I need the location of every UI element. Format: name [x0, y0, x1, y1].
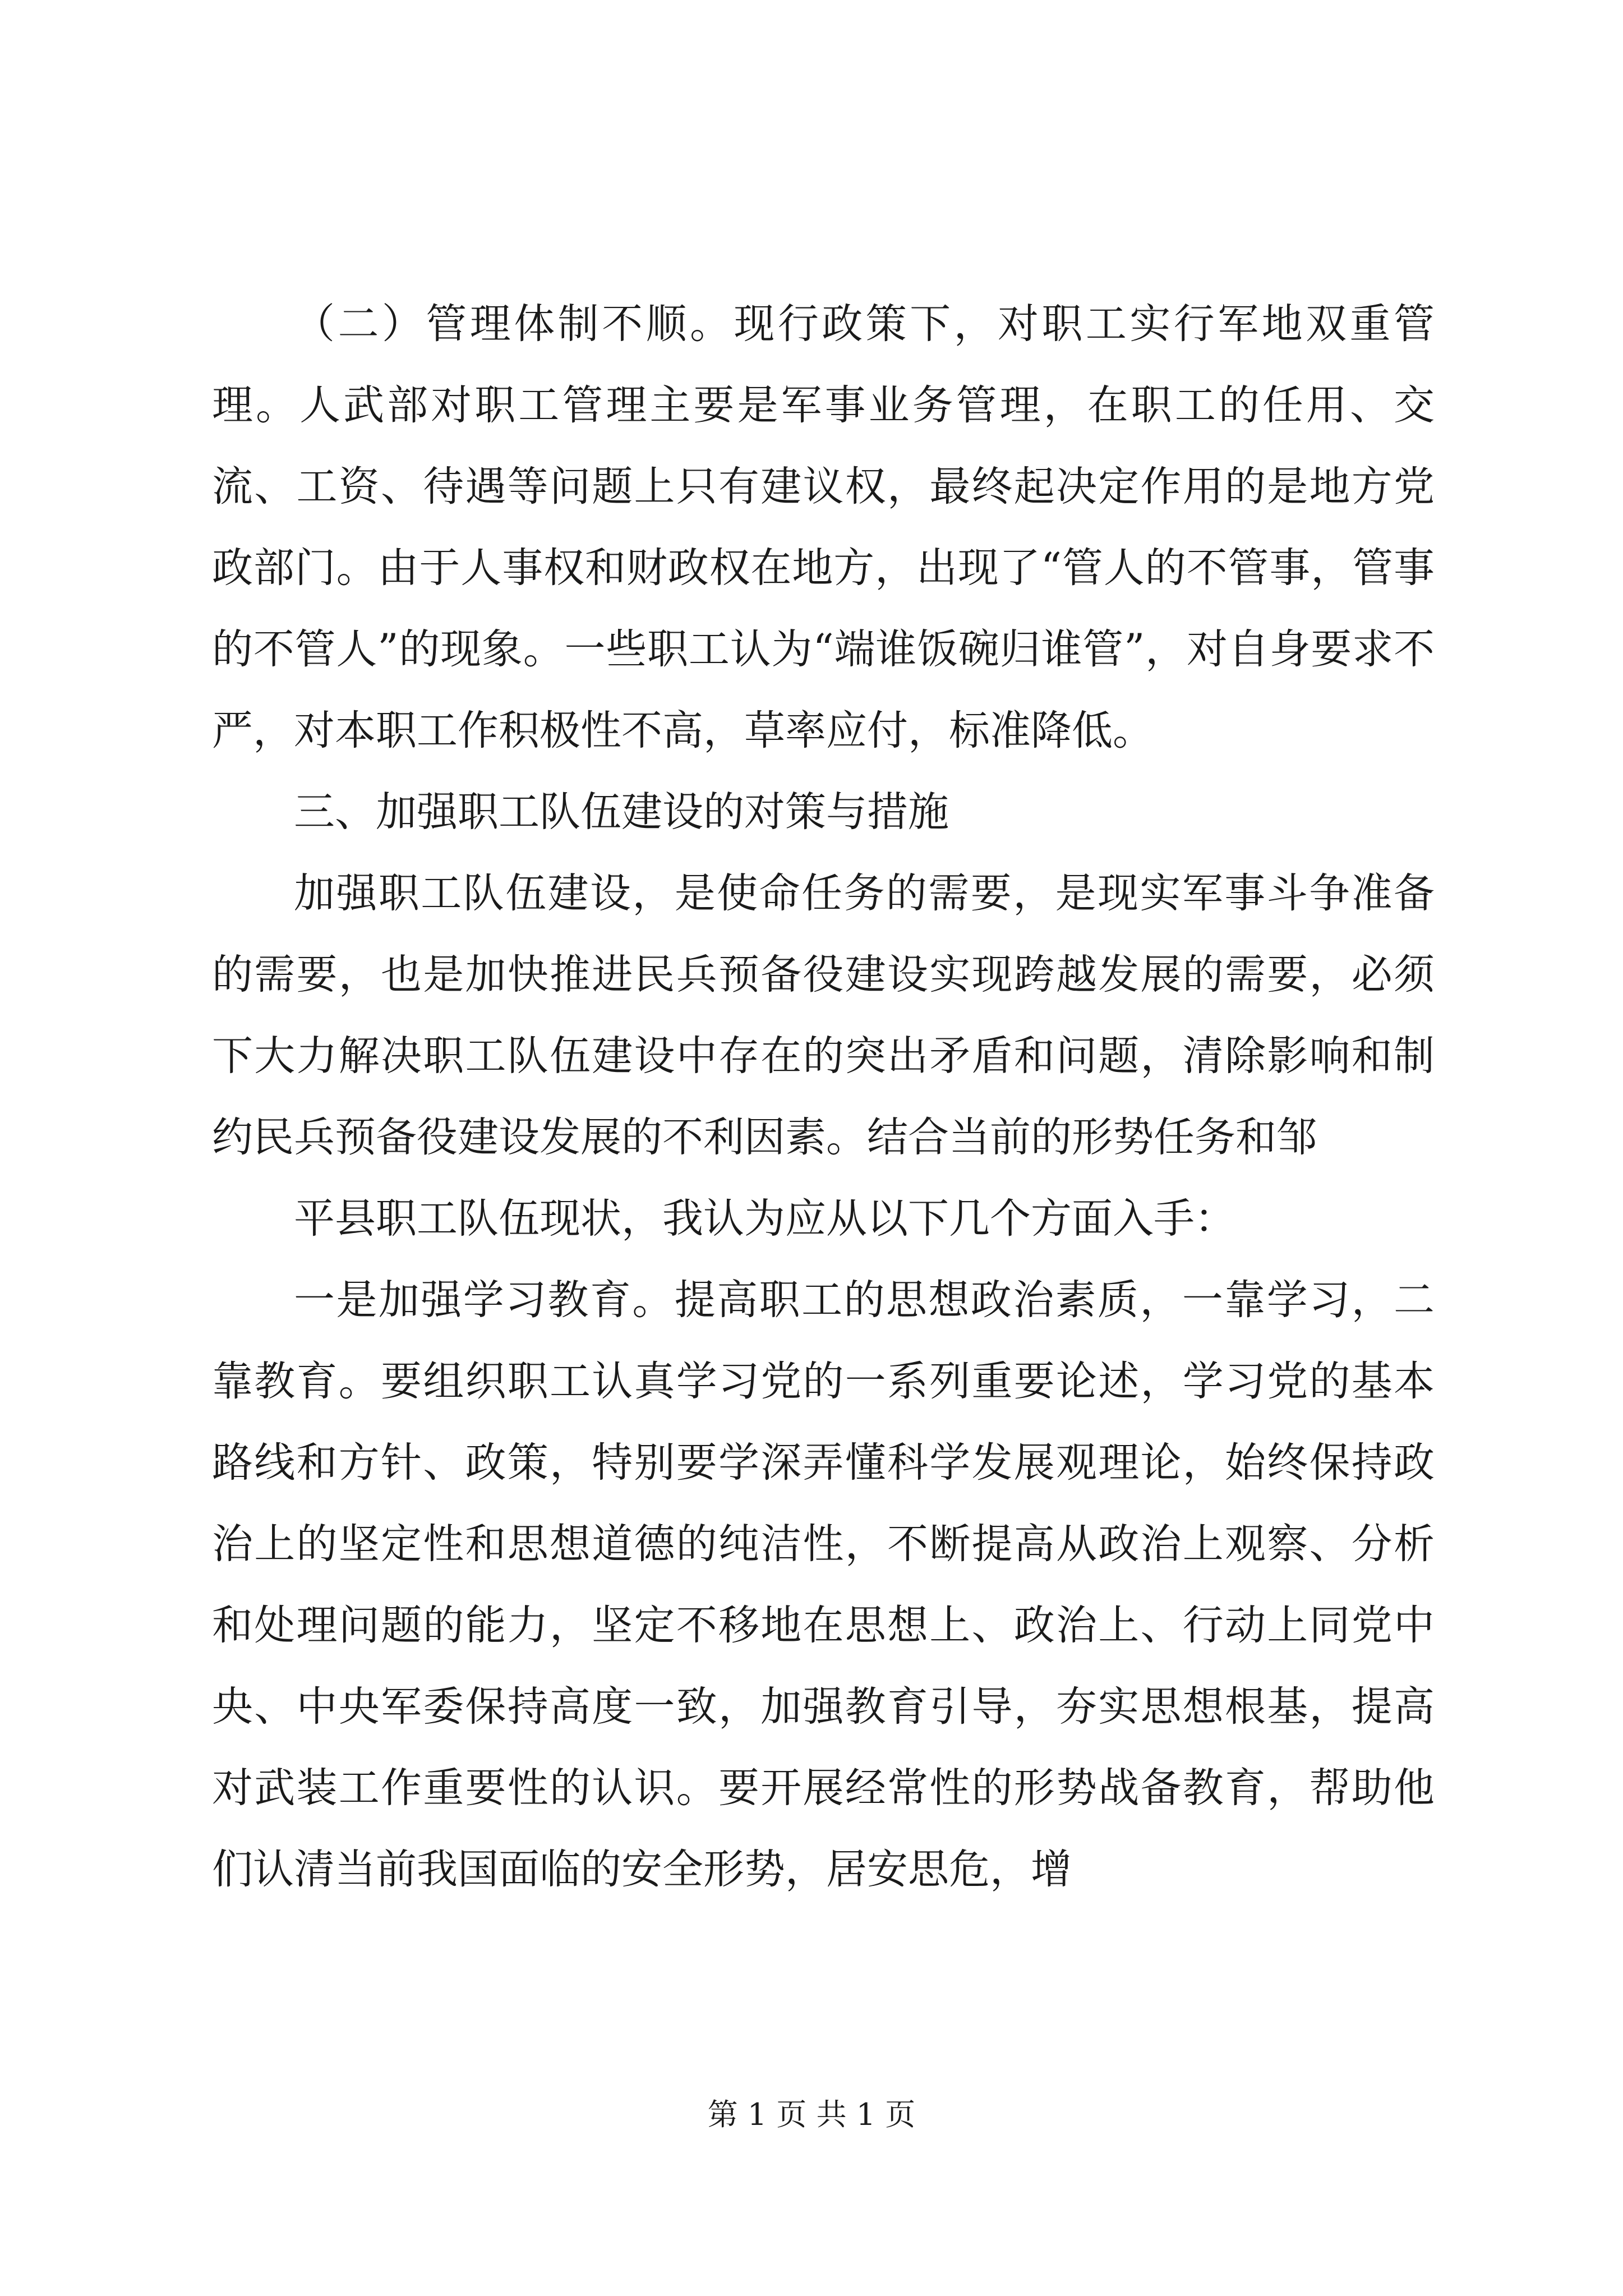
- document-body: [212, 283, 1435, 1910]
- paragraph-study-education: 一是加强学习教育。提高职工的思想政治素质，一靠学习，二靠教育。要组织职工认真学习党的一系列重要论述，学习党的基本路线和方针、政策，特别要学深弄懂科学发展观理论，始终保持政治上的坚定性和思想道德的纯洁性，不断提高从政治上观察、分析和处理问题的能力，坚定不移地在思想上、政治上、行动上同党中央、中央军委保持高度一致，加强教育引导，夯实思想根基，提高对武装工作重要性的认识。要开展经常性的形势战备教育，帮助他们认清当前我国面临的安全形势，居安思危，增: [212, 1276, 1435, 1893]
- paragraph-strengthen-team: 加强职工队伍建设，是使命任务的需要，是现实军事斗争准备的需要，也是加快推进民兵预备役建设实现跨越发展的需要，必须下大力解决职工队伍建设中存在的突出矛盾和问题，清除影响和制约民兵预备役建设发展的不利因素。结合当前的形势任务和邹: [212, 869, 1435, 1161]
- section-heading-countermeasures: 三、加强职工队伍建设的对策与措施: [294, 788, 949, 836]
- page-footer: 第 1 页 共 1 页: [707, 2097, 916, 2132]
- paragraph-county-status: 平县职工队伍现状，我认为应从以下几个方面入手：: [294, 1195, 1235, 1243]
- paragraph-management-system: （二）管理体制不顺。现行政策下，对职工实行军地双重管理。人武部对职工管理主要是军事业务管理，在职工的任用、交流、工资、待遇等问题上只有建议权，最终起决定作用的是地方党政部门。由于人事权和财政权在地方，出现了“管人的不管事，管事的不管人”的现象。一些职工认为“端谁饭碗归谁管”，对自身要求不严，对本职工作积极性不高，草率应付，标准降低。: [212, 300, 1435, 754]
